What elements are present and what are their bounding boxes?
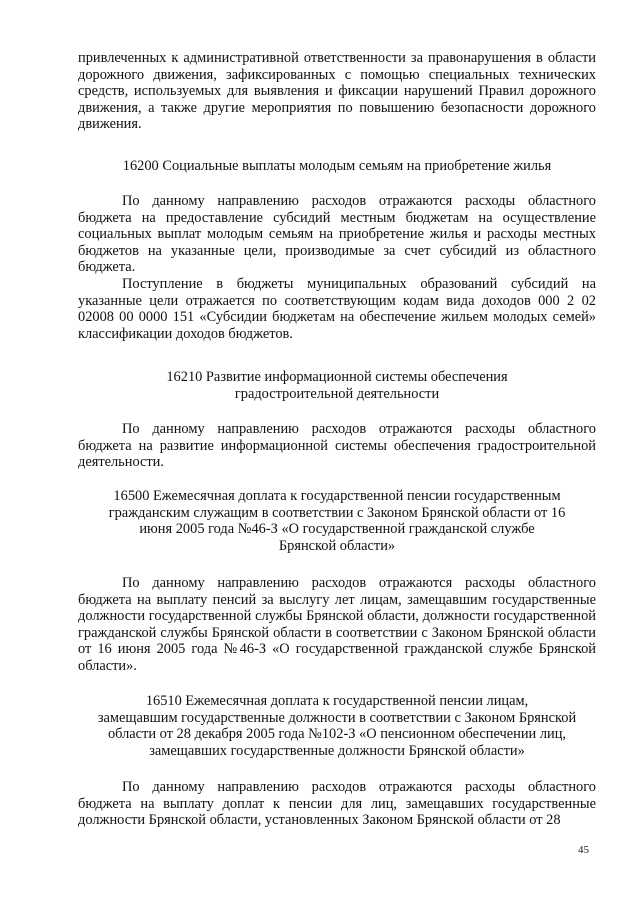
heading-line: градостроительной деятельности (234, 385, 440, 402)
heading-line: гражданским служащим в соответствии с Законом Брянской области от 16 (108, 504, 566, 521)
paragraph-continuation: привлеченных к административной ответственности за правонарушения в области дорожного движения, зафиксированных с помощью специальных технических средств, используемых для выявления и фиксации нарушений Правил дорожного движения, а также другие мероприятия по повышению безопасности дорожного движения. (78, 50, 596, 133)
paragraph-16210-description: По данному направлению расходов отражаются расходы областного бюджета на развитие информационной системы обеспечения градостроительной деятельности. (78, 421, 596, 471)
heading-line: Брянской области» (278, 537, 396, 554)
heading-line: 16510 Ежемесячная доплата к государственной пенсии лицам, (145, 693, 529, 709)
heading-line: 16210 Развитие информационной системы обеспечения (166, 369, 508, 385)
paragraph-16500-description: По данному направлению расходов отражаются расходы областного бюджета на выплату пенсий за выслугу лет лицам, замещавшим государственные должности государственной службы Брянской области, должности государственной гражданской службы Брянской области в соответствии с Законом Брянской области от 16 июня 2005 года №46-З «О государственной гражданской службе Брянской области». (78, 575, 596, 674)
heading-line: 16500 Ежемесячная доплата к государственной пенсии государственным (113, 488, 561, 504)
heading-line: июня 2005 года №46-З «О государственной гражданской службе (139, 521, 535, 538)
heading-line: замещавших государственные должности Брянской области» (149, 742, 525, 759)
section-heading-16210 (78, 369, 596, 402)
paragraph-16510-description: По данному направлению расходов отражаются расходы областного бюджета на выплату доплат к пенсии для лиц, замещавших государственные должности Брянской области, установленных Законом Брянской области от 28 (78, 779, 596, 829)
page-number: 45 (578, 844, 589, 856)
section-heading-16510 (78, 693, 596, 759)
paragraph-16200-description: По данному направлению расходов отражаются расходы областного бюджета на предоставление субсидий местным бюджетам на осуществление социальных выплат молодым семьям на приобретение жилья и расходы местных бюджетов на указанные цели, производимые за счет субсидий из областного бюджета. (78, 193, 596, 276)
heading-line: замещавшим государственные должности в соответствии с Законом Брянской (97, 709, 577, 726)
section-heading-16500 (78, 488, 596, 554)
paragraph-16200-revenue: Поступление в бюджеты муниципальных образований субсидий на указанные цели отражается по соответствующим кодам вида доходов 000 2 02 02008 00 0000 151 «Субсидии бюджетам на обеспечение жильем молодых семей» классификации доходов бюджетов. (78, 276, 596, 342)
section-heading-16200: 16200 Социальные выплаты молодым семьям на приобретение жилья (122, 158, 552, 174)
heading-line: области от 28 декабря 2005 года №102-З «О пенсионном обеспечении лиц, (107, 726, 567, 743)
